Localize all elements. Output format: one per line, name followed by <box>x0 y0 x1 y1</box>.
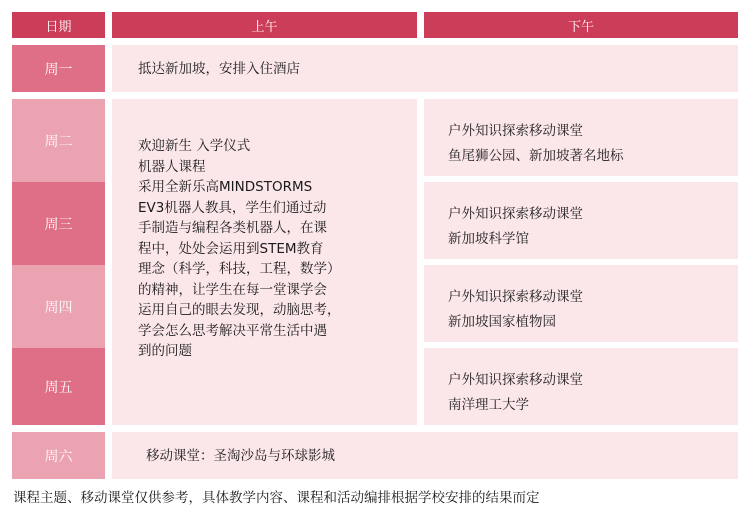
saturday-activity <box>112 432 738 479</box>
morning-line: 学会怎么思考解决平常生活中遇 <box>138 322 327 339</box>
header-afternoon: 下午 <box>424 12 738 38</box>
morning-line: EV3机器人教具，学生们通过动 <box>138 199 327 216</box>
afternoon-title: 户外知识探索移动课堂 <box>448 372 583 388</box>
morning-line: 的精神，让学生在每一堂课学会 <box>138 281 327 298</box>
morning-line: 采用全新乐高MINDSTORMS <box>138 179 313 195</box>
afternoon-title: 户外知识探索移动课堂 <box>448 289 583 305</box>
header-morning: 上午 <box>112 12 417 38</box>
afternoon-tue <box>424 99 738 176</box>
day-label-fri: 周五 <box>12 348 105 425</box>
afternoon-fri <box>424 348 738 425</box>
afternoon-title: 户外知识探索移动课堂 <box>448 206 583 222</box>
footnote: 课程主题、移动课堂仅供参考，具体教学内容、课程和活动编排根据学校安排的结果而定 <box>13 490 540 506</box>
afternoon-place: 新加坡国家植物园 <box>448 314 556 330</box>
afternoon-wed <box>424 182 738 259</box>
morning-line: 欢迎新生 入学仪式 <box>138 138 251 154</box>
morning-course-block <box>112 99 417 425</box>
afternoon-place: 鱼尾狮公园、新加坡著名地标 <box>448 148 624 164</box>
morning-line: 程中，处处会运用到STEM教育 <box>138 240 324 257</box>
morning-line: 到的问题 <box>138 343 192 359</box>
afternoon-title: 户外知识探索移动课堂 <box>448 123 583 139</box>
day-label-sat: 周六 <box>12 432 105 479</box>
morning-line: 手制造与编程各类机器人，在课 <box>138 220 327 236</box>
afternoon-place: 新加坡科学馆 <box>448 231 529 247</box>
day-label-thu: 周四 <box>12 265 105 348</box>
afternoon-thu <box>424 265 738 342</box>
morning-line: 理念（科学，科技，工程，数学） <box>138 261 341 277</box>
monday-activity-text: 抵达新加坡，安排入住酒店 <box>138 60 300 77</box>
header-date: 日期 <box>12 12 105 38</box>
morning-line: 运用自己的眼去发现，动脑思考， <box>138 302 341 318</box>
morning-line: 机器人课程 <box>138 158 206 175</box>
monday-activity <box>112 45 738 92</box>
day-label-tue: 周二 <box>12 99 105 182</box>
day-label-mon: 周一 <box>12 45 105 92</box>
afternoon-place: 南洋理工大学 <box>448 397 529 413</box>
saturday-activity-text: 移动课堂：圣淘沙岛与环球影城 <box>146 447 335 464</box>
day-label-wed: 周三 <box>12 182 105 265</box>
